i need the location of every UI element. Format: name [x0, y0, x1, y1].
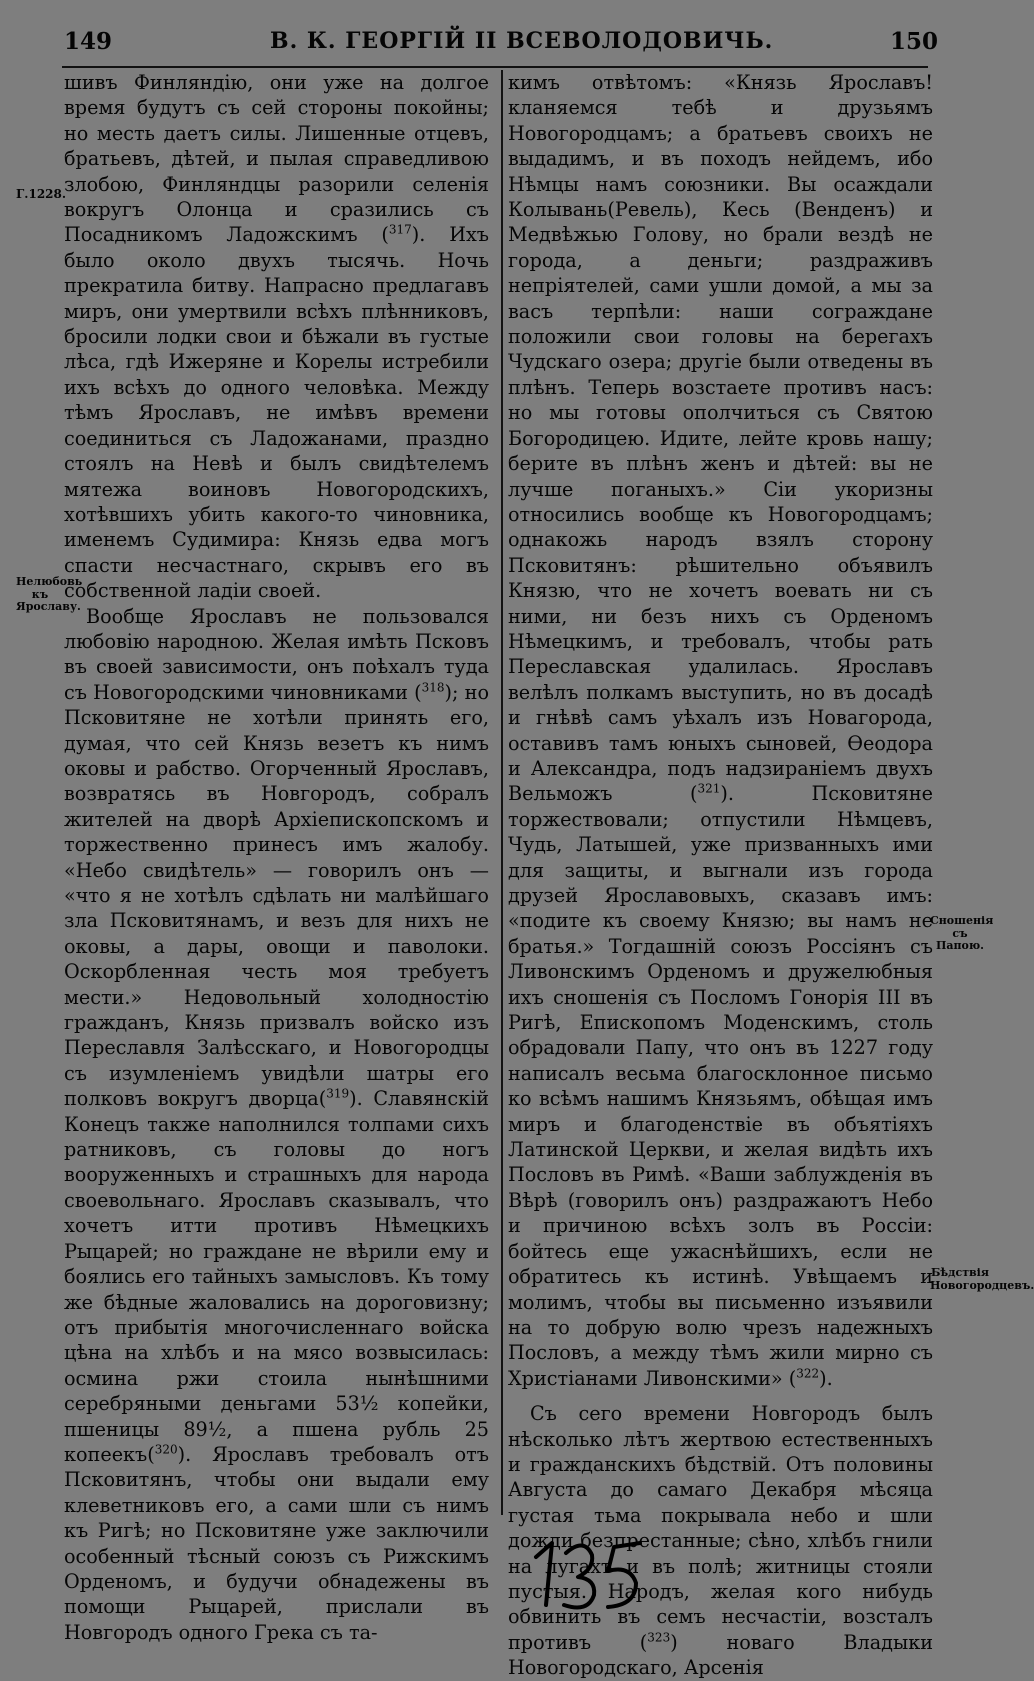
page-number-right: 150: [890, 28, 939, 55]
paragraph: [508, 70, 933, 1391]
text-run: ) новаго Владыки Новогородскаго, Арсенія: [508, 1630, 934, 1680]
text-run: Вообще Ярославъ не пользовался любовію народною. Желая имѣть Псковъ въ своей зависимости, онъ поѣхалъ туда съ Новогородскими чиновниками (: [64, 604, 489, 704]
page-number-left: 149: [64, 28, 113, 55]
handwritten-page-number: [530, 1535, 650, 1615]
footnote-ref: 323: [647, 1630, 671, 1645]
text-run: ). Славянскій Конецъ также наполнился толпами сихъ ратниковъ, съ головы до ногъ вооруженныхъ и страшныхъ для народа своевольнаго. Ярославъ сказывалъ, что хочетъ итти противъ Нѣмецкихъ Рыцарей; но граждане не вѣрили ему и боялись его тайныхъ замысловъ. Къ тому же бѣдные жаловались на дороговизну; отъ прибытія многочисленнаго войска цѣна на хлѣбъ и на мясо возвысилась: осмина ржи стоила нынѣшними серебряными деньгами 53½ копейки, пшеницы 89½, а пшена рубль 25 копеекъ(: [64, 1087, 489, 1466]
margin-note-year: Г.1228.: [16, 187, 67, 201]
text-run: Съ сего времени Новгородъ былъ нѣсколько лѣтъ жертвою естественныхъ и гражданскихъ бѣдствій. Отъ половины Августа до самаго Декабря мѣсяца густая тьма покрывала небо и шли дожди безпрестанные; сѣно, хлѣбъ гнили на лугахъ и въ полѣ; житницы стояли пустыя. Народъ, желая кого нибудь обвинить въ семъ несчастіи, возсталъ противъ (: [508, 1402, 933, 1654]
column-divider: [501, 70, 503, 1515]
footnote-ref: 318: [421, 680, 445, 695]
text-run: кимъ отвѣтомъ: «Князь Ярославъ! кланяемся тебѣ и друзьямъ Новогородцамъ; а братьевъ своихъ не выдадимъ, и въ походъ нейдемъ, ибо Нѣмцы намъ союзники. Вы осаждали Колывань(Ревель), Кесь (Венденъ) и Медвѣжью Голову, но брали вездѣ не города, а деньги; раздраживъ непріятелей, сами ушли домой, а мы за васъ терпѣли: наши сограждане положили свои головы на берегахъ Чудскаго озера; другіе были отведены въ плѣнъ. Теперь возстаете противъ насъ: но мы готовы ополчиться съ Святою Богородицею. Идите, лейте кровь нашу; берите въ плѣнъ женъ и дѣтей: вы не лучше поганыхъ.» Сіи укоризны относились вообще къ Новогородцамъ; однакожь народъ взялъ сторону Псковитянъ: рѣшительно объявилъ Князю, что не хочетъ воевать ни съ ними, ни безъ нихъ съ Орденомъ Нѣмецкимъ, и требовалъ, чтобы рать Переславская удалилась. Ярославъ велѣлъ полкамъ выступить, но въ досадѣ и гнѣвѣ самъ уѣхалъ изъ Новагорода, оставивъ тамъ юныхъ сыновей, Ѳеодора и Александра, подъ надзираніемъ двухъ Вельможъ (: [508, 71, 933, 806]
text-run: шивъ Финляндію, они уже на долгое время будутъ съ сей стороны покойны; но месть даетъ силы. Лишенные отцевъ, братьевъ, дѣтей, и пылая справедливою злобою, Финляндцы разорили селенія вокругъ Олонца и сразились съ Посадникомъ Ладожскимъ (: [64, 71, 489, 247]
right-column: [508, 70, 933, 1681]
margin-note-disasters: Бѣдствія Новогородцевъ.: [930, 1266, 1034, 1292]
text-run: ); но Псковитяне не хотѣли принять его, думая, что сей Князь везетъ къ нимъ оковы и рабство. Огорченный Ярославъ, возвратясь въ Новгородъ, собралъ жителей на дворѣ Архіепископскомъ и торжественно принесъ имъ жалобу. «Небо свидѣтель» — говорилъ онъ — «что я не хотѣлъ сдѣлать ни малѣйшаго зла Псковитянамъ, и везъ для нихъ не оковы, а дары, овощи и паволоки. Оскорбленная честь моя требуетъ мести.» Недовольный холодностію гражданъ, Князь призвалъ войско изъ Переславля Залѣсскаго, и Новогородцы съ изумленіемъ увидѣли шатры его полковъ вокругъ дворца(: [64, 680, 489, 1111]
paragraph: [64, 604, 489, 1646]
running-title: В. К. ГЕОРГІЙ II ВСЕВОЛОДОВИЧЬ.: [270, 28, 774, 54]
text-run: ). Ярославъ требовалъ отъ Псковитянъ, чтобы они выдали ему клеветниковъ его, а сами шли съ нимъ къ Ригѣ; но Псковитяне уже заключили особенный тѣсный союзъ съ Рижскимъ Орденомъ, и будучи обнадежены въ помощи Рыцарей, прислали въ Новгородъ одного Грека съ та-: [64, 1442, 489, 1644]
page-header: [0, 28, 1000, 68]
left-column: [64, 70, 489, 1645]
margin-note-pope-relations: Сношенія съ Папою.: [930, 914, 994, 952]
text-run: ).: [819, 1366, 833, 1390]
text-run: ). Псковитяне торжествовали; отпустили Нѣмцевъ, Чудь, Латышей, уже призванныхъ ими для защиты, и выгнали изъ города друзей Ярославовыхъ, сказавъ имъ: «подите къ своему Князю; вы намъ не братья.» Тогдашній союзъ Россіянъ съ Ливонскимъ Орденомъ и дружелюбныя ихъ сношенія съ Посломъ Гонорія III въ Ригѣ, Епископомъ Моденскимъ, столь обрадовали Папу, что онъ въ 1227 году написалъ весьма благосклонное письмо ко всѣмъ нашимъ Князьямъ, обѣщая имъ миръ и благоденствіе въ объятіяхъ Латинской Церкви, и желая видѣть ихъ Пословъ въ Римѣ. «Ваши заблужденія въ Вѣрѣ (говорилъ онъ) раздражаютъ Небо и причиною всѣхъ золъ въ Россіи: бойтесь еще ужаснѣйшихъ, если не обратитесь къ истинѣ. Увѣщаемъ и молимъ, чтобы вы письменно изъявили на то добрую волю чрезъ надежныхъ Пословъ, а между тѣмъ жили мирно съ Христіанами Ливонскими» (: [508, 782, 933, 1390]
footnote-ref: 321: [697, 781, 721, 796]
header-rule: [62, 66, 928, 68]
footnote-ref: 319: [326, 1086, 350, 1101]
margin-note-unpopularity: Нелюбовь къ Ярославу.: [16, 575, 83, 613]
text-run: ). Ихъ было около двухъ тысячь. Ночь прекратила битву. Напрасно предлагавъ миръ, они умертвили всѣхъ плѣнниковъ, бросили лодки свои и бѣжали въ густые лѣса, гдѣ Ижеряне и Корелы истребили ихъ всѣхъ до одного человѣка. Между тѣмъ Ярославъ, не имѣвъ времени соединиться съ Ладожанами, праздно стоялъ на Невѣ и былъ свидѣтелемъ мятежа воиновъ Новогородскихъ, хотѣвшихъ убить какого-то чиновника, именемъ Судимира: Князь едва могъ спасти несчастнаго, скрывъ его въ собственной ладіи своей.: [64, 223, 489, 603]
footnote-ref: 320: [154, 1442, 178, 1457]
footnote-ref: 317: [388, 223, 412, 238]
paragraph: [64, 70, 489, 604]
footnote-ref: 322: [796, 1366, 820, 1381]
